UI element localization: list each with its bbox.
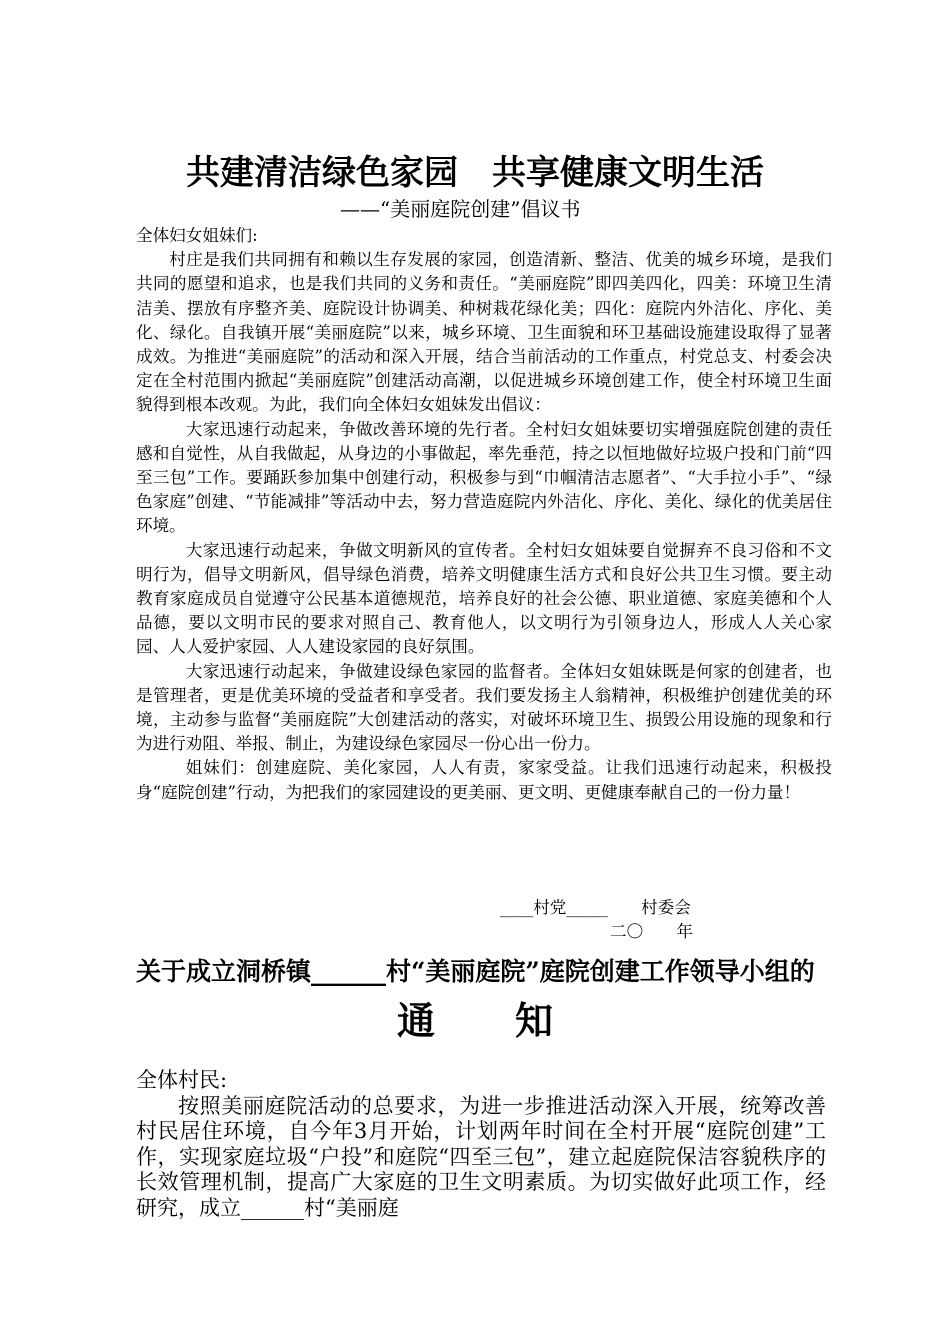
paragraph: 大家迅速行动起来，争做建设绿色家园的监督者。全体妇女姐妹既是何家的创建者，也是管理者，更是优美环境的受益者和享受者。我们要发扬主人翁精神，积极维护创建优美的环境，主动参与监督“美丽庭院”大创建活动的落实，对破坏环境卫生、损毁公用设施的现象和行为进行劝阻、举报、制止，为建设绿色家园尽一份心出一份力。 bbox=[136, 661, 832, 754]
salutation: 全体妇女姐妹们: bbox=[136, 226, 258, 245]
proposal-body bbox=[136, 224, 832, 805]
document-title: 共建清洁绿色家园 共享健康文明生活 bbox=[186, 153, 764, 193]
signature-line: ____村党_____ 村委会 bbox=[500, 898, 691, 917]
notice-title: 关于成立洞桥镇______村“美丽庭院”庭院创建工作领导小组的 bbox=[136, 957, 815, 986]
paragraph: 大家迅速行动起来，争做改善环境的先行者。全村妇女姐妹要切实增强庭院创建的责任感和自觉性，从自我做起，从身边的小事做起，率先垂范，持之以恒地做好垃圾户投和门前“四至三包”工作。要踊跃参加集中创建行动，积极参与到“巾帼清洁志愿者”、“大手拉小手”、“绿色家庭”创建、“节能减排”等活动中去，努力营造庭院内外洁化、序化、美化、绿化的优美居住环境。 bbox=[136, 419, 832, 536]
paragraph: 村庄是我们共同拥有和赖以生存发展的家园，创造清新、整洁、优美的城乡环境，是我们共同的愿望和追求，也是我们共同的义务和责任。“美丽庭院”即四美四化，四美：环境卫生清洁美、摆放有序整齐美、庭院设计协调美、种树栽花绿化美；四化：庭院内外洁化、序化、美化、绿化。自我镇开展“美丽庭院”以来，城乡环境、卫生面貌和环卫基础设施建设取得了显著成效。为推进“美丽庭院”的活动和深入开展，结合当前活动的工作重点，村党总支、村委会决定在全村范围内掀起“美丽庭院”创建活动高潮，以促进城乡环境创建工作，使全村环境卫生面貌得到根本改观。为此，我们向全体妇女姐妹发出倡议： bbox=[136, 250, 832, 415]
notice-body bbox=[136, 1068, 826, 1221]
paragraph: 大家迅速行动起来，争做文明新风的宣传者。全村妇女姐妹要自觉摒弃不良习俗和不文明行为，倡导文明新风，倡导绿色消费，培养文明健康生活方式和良好公共卫生习惯。要主动教育家庭成员自觉遵守公民基本道德规范，培养良好的社会公德、职业道德、家庭美德和个人品德，要以文明市民的要求对照自己、教育他人，以文明行为引领身边人，形成人人关心家园、人人爱护家园、人人建设家园的良好氛围。 bbox=[136, 540, 832, 657]
document-subtitle: ——“美丽庭院创建”倡议书 bbox=[340, 197, 581, 221]
paragraph: 姐妹们：创建庭院、美化家园，人人有责，家家受益。让我们迅速行动起来，积极投身“庭院创建”行动，为把我们的家园建设的更美丽、更文明、更健康奉献自己的一份力量！ bbox=[136, 758, 832, 802]
notice-heading: 通知 bbox=[396, 999, 633, 1043]
notice-paragraph: 按照美丽庭院活动的总要求，为进一步推进活动深入开展，统筹改善村民居住环境，自今年3月开始，计划两年时间在全村开展“庭院创建”工作，实现家庭垃圾“户投”和庭院“四至三包”，建立起庭院保洁容貌秩序的长效管理机制，提高广大家庭的卫生文明素质。为切实做好此项工作，经研究，成立______村“美丽庭 bbox=[136, 1093, 826, 1220]
date-line: 二〇 年 bbox=[610, 922, 693, 941]
notice-salutation: 全体村民: bbox=[136, 1068, 228, 1092]
